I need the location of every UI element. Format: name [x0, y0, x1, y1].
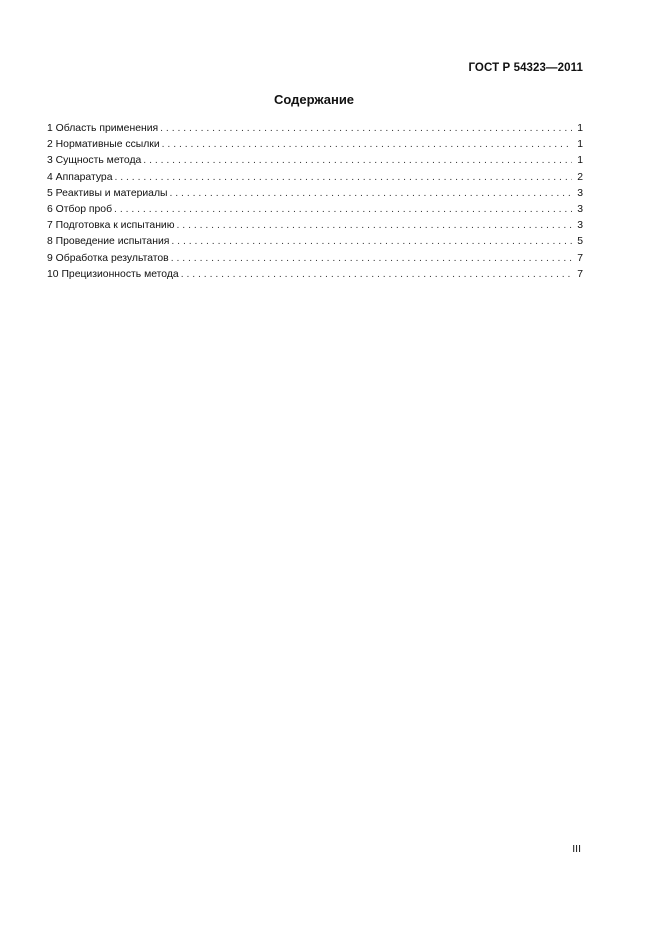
toc-leader-dots [162, 137, 572, 153]
toc-entry-page: 1 [577, 123, 583, 134]
toc-entry[interactable] [47, 202, 583, 218]
document-code: ГОСТ Р 54323—2011 [468, 62, 583, 74]
toc-leader-dots [160, 121, 572, 137]
toc-entry-page: 7 [577, 252, 583, 264]
toc-entry-label: 6 Отбор проб [47, 203, 113, 215]
toc-leader-dots [143, 153, 572, 169]
toc-entry-page: 1 [577, 155, 583, 167]
toc-entry-label: 3 Сущность метода [47, 155, 142, 167]
toc-leader-dots [171, 234, 572, 250]
toc-entry-page: 3 [577, 203, 583, 215]
toc-leader-dots [177, 218, 572, 234]
toc-leader-dots [181, 267, 572, 283]
toc-entry-label: 1 Область применения [47, 123, 159, 134]
toc-entry[interactable] [47, 153, 583, 169]
toc-entry[interactable] [47, 137, 583, 153]
toc-leader-dots [171, 251, 572, 267]
toc-entry[interactable] [47, 267, 583, 283]
toc-leader-dots [170, 186, 573, 202]
toc-entry-label: 2 Нормативные ссылки [47, 139, 160, 151]
toc-entry-label: 8 Проведение испытания [47, 236, 170, 248]
toc-entry-label: 10 Прецизионность метода [47, 268, 179, 280]
toc-entry-page: 3 [577, 220, 583, 232]
toc-entry-label: 9 Обработка результатов [47, 252, 169, 264]
table-of-contents [47, 121, 583, 283]
toc-leader-dots [114, 170, 572, 186]
toc-entry[interactable] [47, 121, 583, 137]
toc-entry-label: 7 Подготовка к испытанию [47, 220, 175, 232]
toc-entry-page: 7 [577, 268, 583, 280]
toc-entry[interactable] [47, 251, 583, 267]
toc-title: Содержание [273, 92, 355, 107]
toc-entry-page: 2 [577, 171, 583, 183]
toc-entry-label: 5 Реактивы и материалы [47, 187, 168, 199]
toc-entry[interactable] [47, 234, 583, 250]
toc-entry-page: 1 [577, 139, 583, 151]
toc-entry[interactable] [47, 218, 583, 234]
toc-entry-page: 5 [577, 236, 583, 248]
toc-entry[interactable] [47, 186, 583, 202]
toc-entry-label: 4 Аппаратура [47, 171, 113, 183]
toc-entry-page: 3 [577, 187, 583, 199]
toc-entry[interactable] [47, 170, 583, 186]
page-number: III [572, 843, 581, 855]
toc-leader-dots [114, 202, 572, 218]
